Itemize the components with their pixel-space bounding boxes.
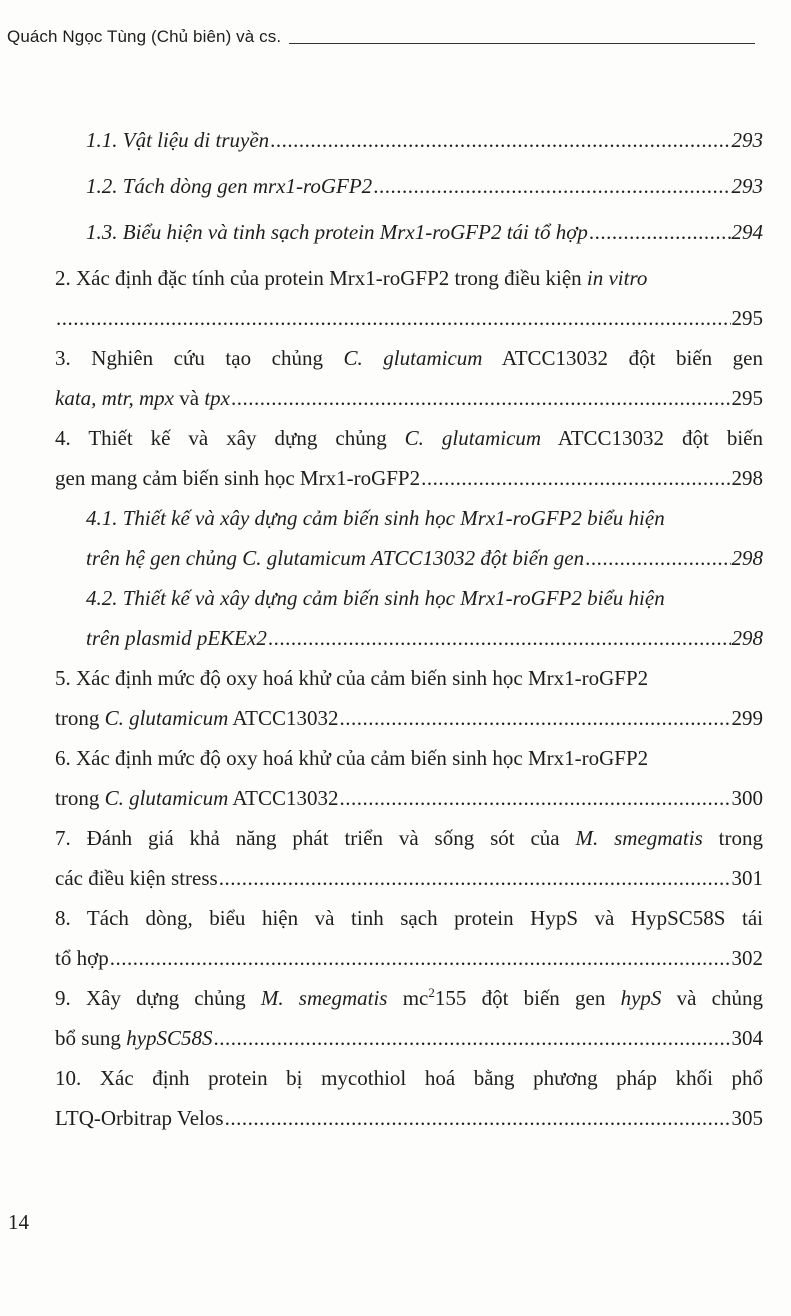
page-ref: 293 (731, 128, 763, 152)
page-ref: 295 (731, 306, 763, 330)
toc-entry-10[interactable]: 10. Xác định protein bị mycothiol hoá bằng phương pháp khối phổ LTQ-Orbitrap Velos ..... 305 (55, 1058, 763, 1138)
toc-entry-6[interactable]: 6. Xác định mức độ oxy hoá khử của cảm biến sinh học Mrx1-roGFP2 trong C. glutamicum ATCC13032 ..... 300 (55, 738, 763, 818)
page-ref: 301 (731, 866, 763, 890)
page-ref: 304 (731, 1026, 763, 1050)
toc-entry-7[interactable]: 7. Đánh giá khả năng phát triển và sống sót của M. smegmatis trong các điều kiện stress ..... 301 (55, 818, 763, 898)
toc-entry-3[interactable]: 3. Nghiên cứu tạo chủng C. glutamicum ATCC13032 đột biến gen kata, mtr, mpx và tpx ..... 295 (55, 338, 763, 418)
toc-entry-4[interactable]: 4. Thiết kế và xây dựng chủng C. glutamicum ATCC13032 đột biến gen mang cảm biến sinh học Mrx1-roGFP2 ..... 298 (55, 418, 763, 498)
page-ref: 299 (731, 706, 763, 730)
page-ref: 298 (731, 546, 763, 570)
page-ref: 300 (731, 786, 763, 810)
toc-entry-1-3[interactable]: 1.3. Biểu hiện và tinh sạch protein Mrx1-roGFP2 tái tổ hợp ..... 294 (86, 212, 763, 252)
toc-entry-5[interactable]: 5. Xác định mức độ oxy hoá khử của cảm biến sinh học Mrx1-roGFP2 trong C. glutamicum ATCC13032 ..... 299 (55, 658, 763, 738)
header-author: Quách Ngọc Tùng (Chủ biên) và cs. (7, 27, 282, 46)
toc-entry-8[interactable]: 8. Tách dòng, biểu hiện và tinh sạch protein HypS và HypSC58S tái tổ hợp ..... 302 (55, 898, 763, 978)
page-ref: 294 (731, 220, 763, 244)
toc-entry-9[interactable]: 9. Xây dựng chủng M. smegmatis $mc^2155$ đột biến gen hypS và chủng bổ sung hypSC58S ..... 304 (55, 978, 763, 1058)
page-ref: 298 (731, 626, 763, 650)
page-number: 14 (8, 1210, 29, 1234)
toc-entry-1-1[interactable]: 1.1. Vật liệu di truyền ..... 293 (86, 120, 763, 160)
page-ref: 295 (731, 386, 763, 410)
toc-entry-2[interactable]: 2. Xác định đặc tính của protein Mrx1-roGFP2 trong điều kiện in vitro ..... 295 (55, 258, 763, 338)
toc-entry-4-1[interactable]: 4.1. Thiết kế và xây dựng cảm biến sinh học Mrx1-roGFP2 biểu hiện trên hệ gen chủng C. glutamicum ATCC13032 đột biến gen ..... 298 (86, 498, 763, 578)
page-ref: 302 (731, 946, 763, 970)
toc-entry-4-2[interactable]: 4.2. Thiết kế và xây dựng cảm biến sinh học Mrx1-roGFP2 biểu hiện trên plasmid pEKEx2 ..... 298 (86, 578, 763, 658)
page-ref: 293 (731, 174, 763, 198)
toc-entry-1-2[interactable]: 1.2. Tách dòng gen mrx1-roGFP2 ..... 293 (86, 166, 763, 206)
page-ref: 305 (731, 1106, 763, 1130)
page-ref: 298 (731, 466, 763, 490)
